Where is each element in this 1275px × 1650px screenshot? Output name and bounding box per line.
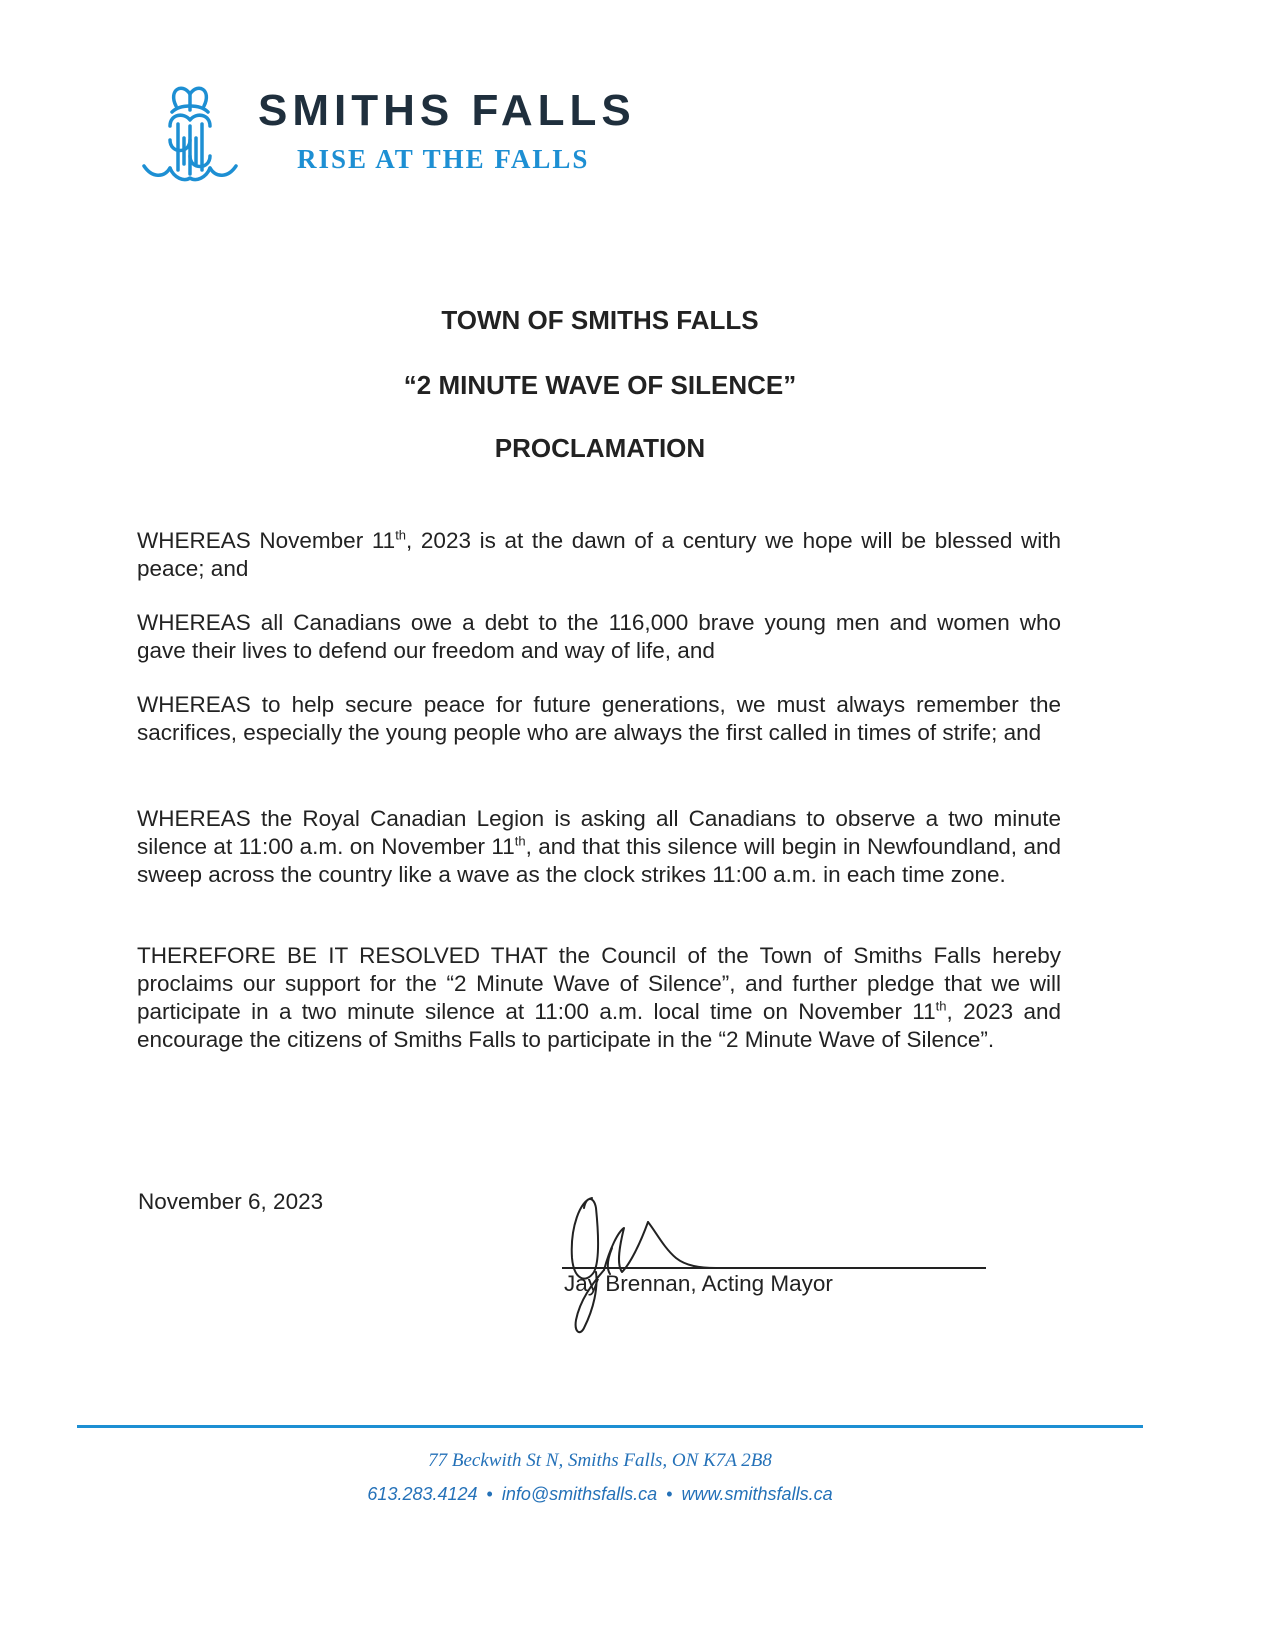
separator-bullet: •: [486, 1484, 493, 1504]
footer-contact: [0, 1484, 1200, 1505]
proclamation-date: November 6, 2023: [138, 1189, 324, 1214]
footer-address: 77 Beckwith St N, Smiths Falls, ON K7A 2B8: [428, 1450, 772, 1471]
document-title-type: PROCLAMATION: [494, 433, 706, 463]
whereas-paragraph-2: WHEREAS all Canadians owe a debt to the 116,000 brave young men and women who gave their lives to defend our freedom and way of life, and: [137, 610, 1061, 663]
footer-phone: 613.283.4124: [367, 1484, 478, 1504]
footer-website-link[interactable]: www.smithsfalls.ca: [681, 1484, 833, 1504]
paragraph-text: THEREFORE BE IT RESOLVED THAT the Council of the Town of Smiths Falls hereby proclaims our support for the “2 Minute Wave of Silence”, and further pledge that we will participate in a two minute silence at 11:00 a.m. local time on November 11: [137, 943, 1061, 1024]
brand-tagline: RISE AT THE FALLS: [297, 144, 590, 174]
paragraph-text: , 2023 is at the dawn of a century we hope will be blessed with peace; and: [137, 528, 1061, 581]
whereas-paragraph-1: [137, 527, 1061, 583]
ordinal-suffix: th: [514, 833, 526, 849]
separator-bullet: •: [666, 1484, 673, 1504]
footer-email-link[interactable]: info@smithsfalls.ca: [501, 1484, 658, 1504]
signatory-name: Jay Brennan, Acting Mayor: [564, 1271, 833, 1296]
ordinal-suffix: th: [935, 998, 947, 1014]
paragraph-text: , and that this silence will begin in Newfoundland, and sweep across the country like a wave as the clock strikes 11:00 a.m. in each time zone.: [137, 834, 1061, 887]
paragraph-text: WHEREAS the Royal Canadian Legion is asking all Canadians to observe a two minute silence at 11:00 a.m. on November 11: [137, 806, 1061, 859]
handwritten-signature: [540, 1188, 740, 1338]
paragraph-text: , 2023 and encourage the citizens of Smiths Falls to participate in the “2 Minute Wave of Silence”.: [137, 999, 1061, 1052]
document-title-town: TOWN OF SMITHS FALLS: [441, 305, 759, 335]
paragraph-text: WHEREAS November 11: [137, 528, 396, 553]
footer-divider: [77, 1425, 1143, 1428]
smiths-falls-logo-icon: [140, 78, 240, 190]
document-title-event: “2 MINUTE WAVE OF SILENCE”: [403, 370, 797, 400]
whereas-paragraph-4: [137, 805, 1061, 889]
resolution-paragraph: [137, 942, 1061, 1054]
whereas-paragraph-3: WHEREAS to help secure peace for future generations, we must always remember the sacrifices, especially the young people who are always the first called in times of strife; and: [137, 692, 1061, 745]
ordinal-suffix: th: [395, 527, 407, 543]
brand-name: SMITHS FALLS: [258, 86, 636, 135]
